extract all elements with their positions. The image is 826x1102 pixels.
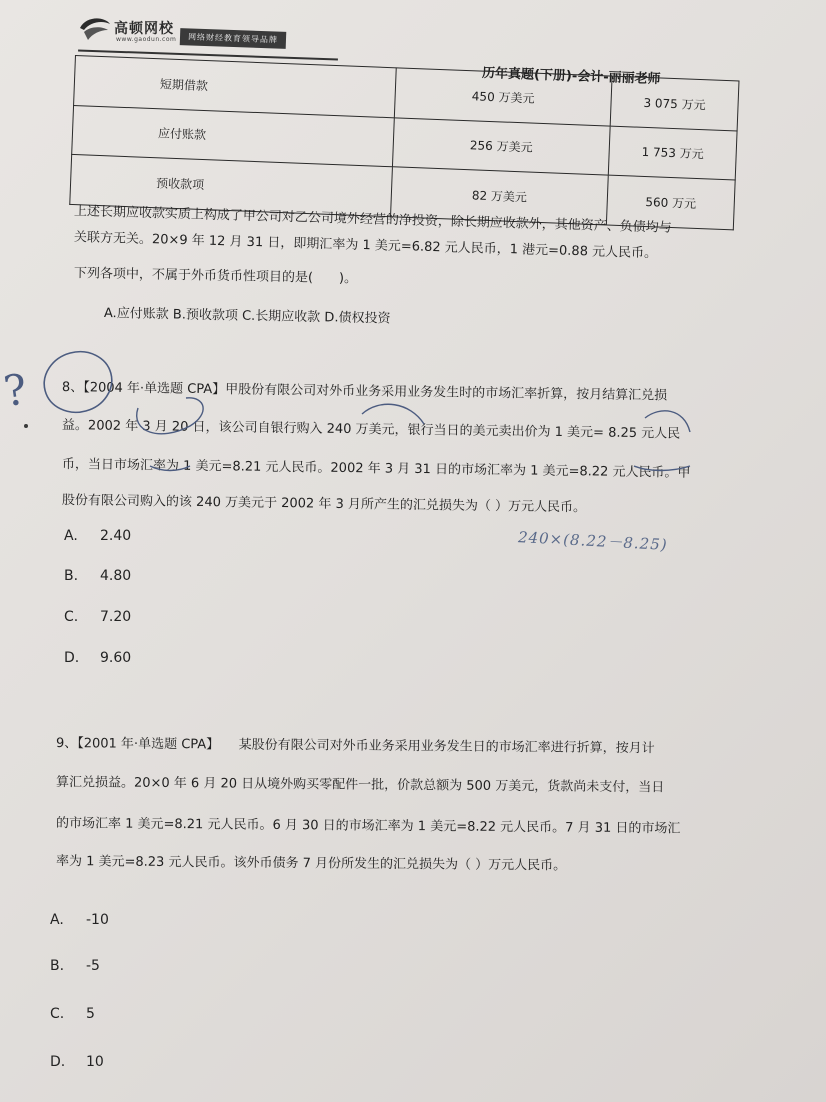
q8-text-line: 8、【2004 年·单选题 CPA】甲股份有限公司对外币业务采用业务发生时的市场汇率折算，按月结算汇兑损 bbox=[61, 380, 668, 404]
table-cell-usd: 82 万美元 bbox=[391, 167, 609, 225]
handwritten-question-mark: ? bbox=[0, 364, 30, 416]
q8-text-line: 益。2002 年 3 月 20 日，该公司自银行购入 240 万美元，银行当日的美元卖出价为 1 美元= 8.25 元人民 bbox=[61, 418, 681, 442]
table-cell-item: 预收款项 bbox=[70, 155, 393, 217]
q9-text-line: 算汇兑损益。20×0 年 6 月 20 日从境外购买零配件一批，价款总额为 500 万美元，货款尚未支付，当日 bbox=[55, 775, 665, 796]
q7-text-line: 上述长期应收款实质上构成了甲公司对乙公司境外经营的净投资，除长期应收款外，其他资产、负债均与 bbox=[73, 204, 672, 236]
q9-option-a: A. -10 bbox=[50, 912, 109, 928]
logo-url: www.gaodun.com bbox=[116, 36, 177, 43]
slogan-banner: 网络财经教育领导品牌 bbox=[180, 28, 287, 49]
table-cell-cny: 560 万元 bbox=[606, 175, 735, 230]
q9-option-c: C. 5 bbox=[50, 1006, 95, 1022]
table-cell-cny: 3 075 万元 bbox=[610, 76, 739, 130]
q8-option-b: B. 4.80 bbox=[64, 568, 132, 584]
table-cell-item: 应付账款 bbox=[72, 105, 395, 167]
q8-option-a: A. 2.40 bbox=[64, 528, 132, 544]
q8-option-c: C. 7.20 bbox=[64, 609, 132, 625]
q7-text-line: 下列各项中，不属于外币货币性项目的是( )。 bbox=[73, 266, 358, 287]
table-cell-usd: 450 万美元 bbox=[394, 68, 612, 126]
q7-text-line: 关联方无关。20×9 年 12 月 31 日，即期汇率为 1 美元=6.82 元人民币，1 港元=0.88 元人民币。 bbox=[73, 230, 658, 262]
q9-text-line: 率为 1 美元=8.23 元人民币。该外币债务 7 月份所发生的汇兑损失为（ ）万元人民币。 bbox=[55, 854, 567, 874]
q9-option-b: B. -5 bbox=[50, 958, 100, 974]
table-cell-item: 短期借款 bbox=[74, 56, 397, 118]
handwritten-calculation: 240×(8.22－8.25) bbox=[517, 528, 669, 554]
q9-option-d: D. 10 bbox=[50, 1054, 104, 1070]
q9-text-line: 的市场汇率 1 美元=8.21 元人民币。6 月 30 日的市场汇率为 1 美元=8.22 元人民币。7 月 31 日的市场汇 bbox=[55, 816, 681, 837]
pen-dot-mark bbox=[24, 424, 28, 428]
document-title: 历年真题(下册)-会计-丽丽老师 bbox=[481, 65, 661, 88]
q8-option-d: D. 9.60 bbox=[64, 650, 132, 666]
q7-options: A.应付账款 B.预收款项 C.长期应收款 D.债权投资 bbox=[103, 306, 391, 327]
table-cell-cny: 1 753 万元 bbox=[608, 126, 737, 180]
gaodun-logo-icon bbox=[78, 14, 112, 42]
logo-name: 高顿网校 bbox=[114, 21, 174, 37]
q8-text-line: 币，当日市场汇率为 1 美元=8.21 元人民币。2002 年 3 月 31 日的市场汇率为 1 美元=8.22 元人民币。甲 bbox=[61, 457, 691, 481]
table-cell-usd: 256 万美元 bbox=[392, 117, 610, 175]
q8-text-line: 股份有限公司购入的该 240 万美元于 2002 年 3 月所产生的汇兑损失为（ ）万元人民币。 bbox=[61, 493, 587, 516]
q9-text-line: 9、【2001 年·单选题 CPA】 某股份有限公司对外币业务采用业务发生日的市场汇率进行折算，按月计 bbox=[55, 736, 655, 757]
